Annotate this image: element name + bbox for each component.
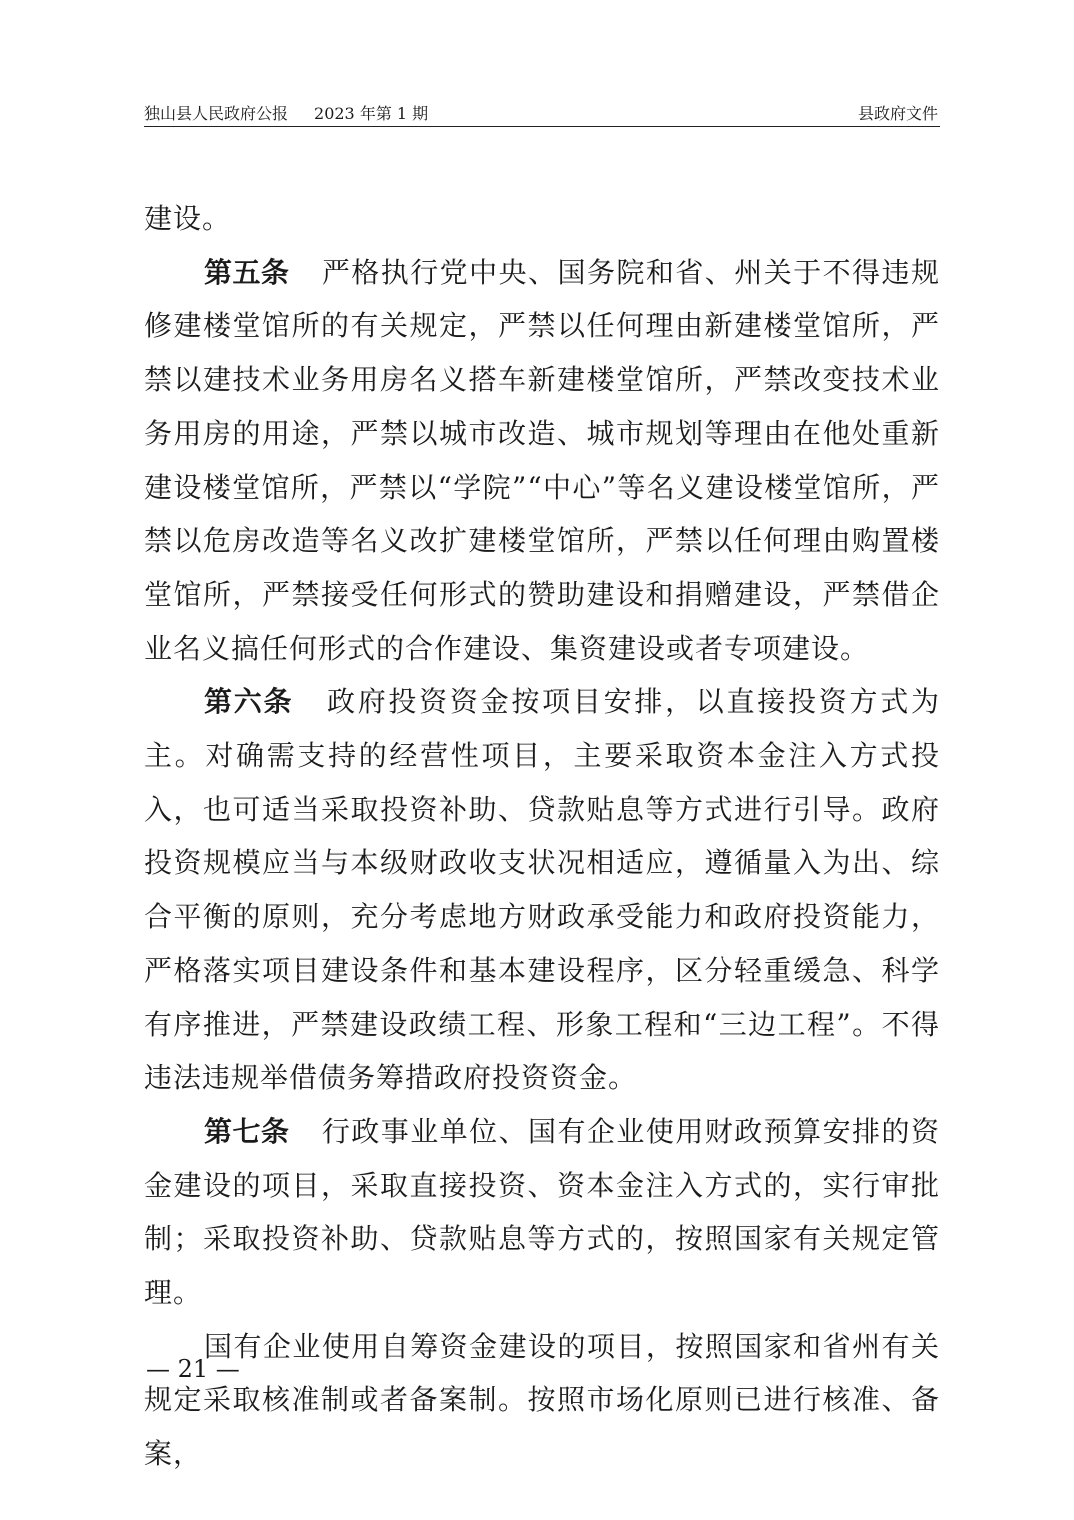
paragraph-text: 政府投资资金按项目安排，以直接投资方式为主。对确需支持的经营性项目，主要采取资本金注入方式投入，也可适当采取投资补助、贷款贴息等方式进行引导。政府投资规模应当与本级财政收支状况相适应，遵循量入为出、综合平衡的原则，充分考虑地方财政承受能力和政府投资能力，严格落实项目建设条件和基本建设程序，区分轻重缓急、科学有序推进，严禁建设政绩工程、形象工程和“三边工程”。不得违法违规举借债务筹措政府投资资金。	[144, 685, 940, 1095]
page-header	[144, 104, 940, 127]
publication-title: 独山县人民政府公报	[144, 104, 289, 123]
paragraph-continuation	[144, 192, 940, 246]
paragraph-text: 行政事业单位、国有企业使用财政预算安排的资金建设的项目，采取直接投资、资本金注入方式的，实行审批制；采取投资补助、贷款贴息等方式的，按照国家有关规定管理。	[144, 1114, 940, 1310]
paragraph-state-enterprise	[144, 1320, 940, 1481]
page-number: — 21 —	[146, 1355, 240, 1383]
paragraph-article-5	[144, 246, 940, 676]
article-heading: 第五条	[204, 255, 290, 289]
article-heading: 第六条	[204, 685, 294, 719]
paragraph-text: 建设。	[144, 202, 232, 235]
section-title: 县政府文件	[857, 104, 938, 123]
paragraph-text: 国有企业使用自筹资金建设的项目，按照国家和省州有关规定采取核准制或者备案制。按照市场化原则已进行核准、备案，	[144, 1329, 940, 1471]
paragraph-article-7	[144, 1105, 940, 1320]
paragraph-text: 严格执行党中央、国务院和省、州关于不得违规修建楼堂馆所的有关规定，严禁以任何理由新建楼堂馆所，严禁以建技术业务用房名义搭车新建楼堂馆所，严禁改变技术业务用房的用途，严禁以城市改造、城市规划等理由在他处重新建设楼堂馆所，严禁以“学院”“中心”等名义建设楼堂馆所，严禁以危房改造等名义改扩建楼堂馆所，严禁以任何理由购置楼堂馆所，严禁接受任何形式的赞助建设和捐赠建设，严禁借企业名义搞任何形式的合作建设、集资建设或者专项建设。	[144, 255, 940, 665]
paragraph-article-6	[144, 675, 940, 1105]
issue-number: 2023 年第 1 期	[314, 104, 429, 123]
header-left	[144, 104, 428, 124]
article-heading: 第七条	[204, 1114, 290, 1148]
document-body	[144, 192, 940, 1481]
